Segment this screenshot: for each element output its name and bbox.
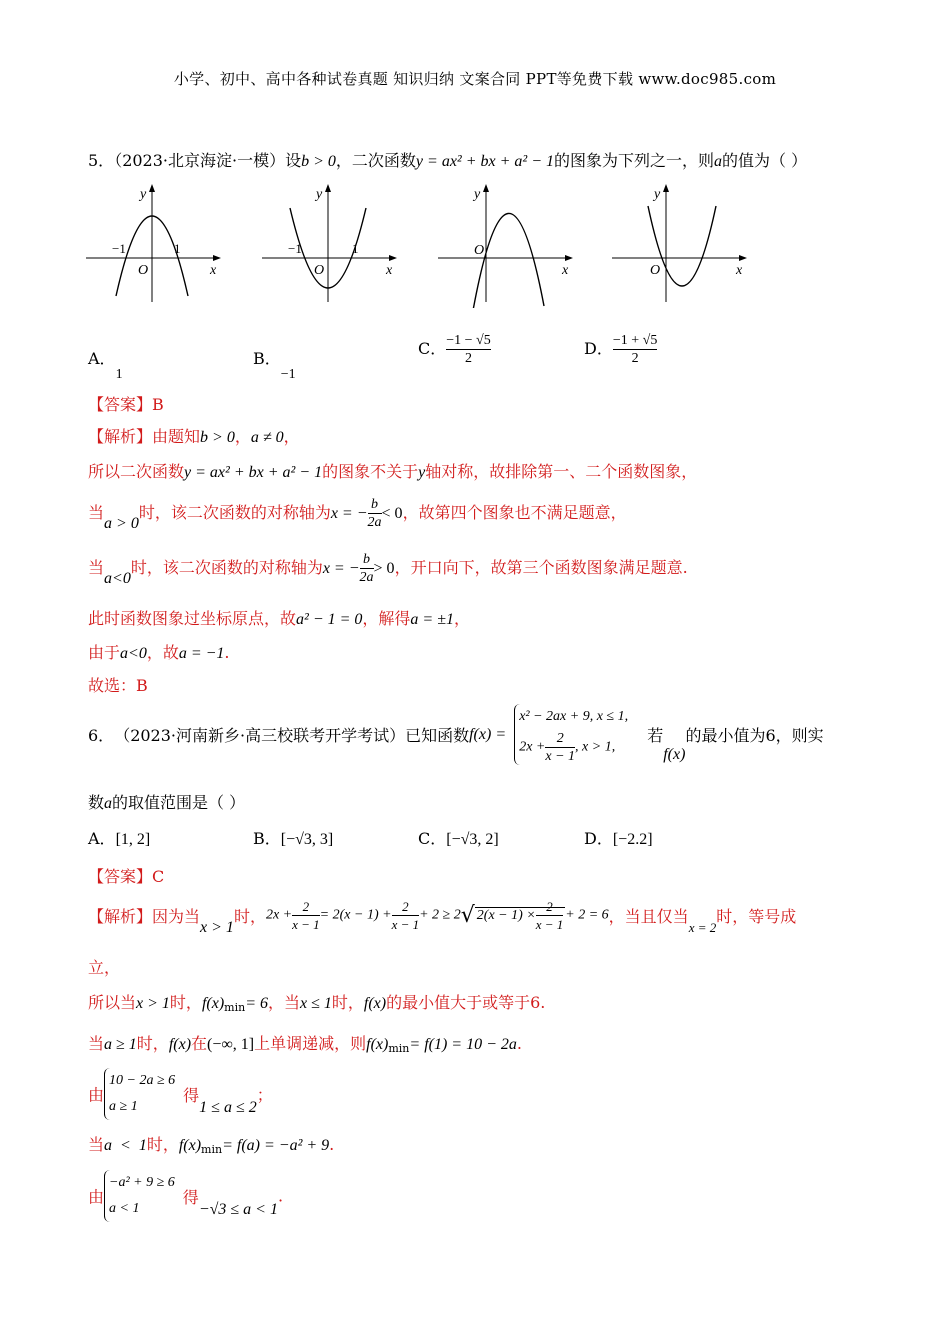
fraction xyxy=(392,898,420,933)
q6-stem-a: 已知函数 xyxy=(405,726,470,745)
text: 得 xyxy=(183,1085,200,1105)
text: . xyxy=(516,1034,522,1053)
math: f(x) xyxy=(366,1036,389,1053)
origin-label: O xyxy=(474,243,485,258)
math: x > 1 xyxy=(136,995,170,1012)
option-label: D． xyxy=(584,829,613,848)
fraction-denominator: 2 xyxy=(613,349,657,367)
answer-tag: 【答案】 xyxy=(88,395,153,414)
math: x = − xyxy=(322,560,360,577)
origin-label: O xyxy=(138,263,149,278)
x-arrow-icon xyxy=(739,255,747,261)
q5-analysis-line-4 xyxy=(88,551,688,586)
q6-analysis-line-4 xyxy=(88,1031,522,1055)
x-label: x xyxy=(736,263,743,278)
q5-analysis-line-7: 故选：B xyxy=(88,676,148,695)
tick-neg1: −1 xyxy=(288,241,302,256)
q6-option-d[interactable] xyxy=(584,826,653,849)
text: 由 xyxy=(88,1187,105,1207)
math: (−∞, 1] xyxy=(207,1036,255,1053)
math: y xyxy=(418,464,426,481)
option-label: B． xyxy=(253,829,281,848)
math: b > 0 xyxy=(200,429,235,446)
option-value: [−2.2] xyxy=(612,831,653,848)
q5-analysis-line-5 xyxy=(88,606,470,629)
q5-stem-a: 设 xyxy=(285,151,302,170)
text: ，当且仅当 xyxy=(608,907,689,926)
q5-stem-c: 的图象为下列之一，则 xyxy=(554,151,715,170)
x-arrow-icon xyxy=(213,255,221,261)
text: . xyxy=(224,643,230,662)
q6-number: 6． xyxy=(88,726,115,745)
option-value: −1 xyxy=(280,367,296,382)
fraction-numerator: 2 xyxy=(302,899,310,914)
math: = 2(x − 1) + xyxy=(319,907,392,923)
y-label: y xyxy=(140,187,147,202)
math: a xyxy=(104,795,113,812)
text: 当 xyxy=(88,503,105,522)
q5-analysis-line-2 xyxy=(88,459,697,482)
text: 时， xyxy=(146,1135,179,1154)
q5-graph-4 xyxy=(610,178,755,308)
math: x = 2 xyxy=(688,919,717,935)
text: 得 xyxy=(182,1187,199,1207)
q6-analysis-line-6 xyxy=(88,1132,334,1156)
text: 时， xyxy=(169,993,202,1012)
x-label: x xyxy=(210,263,217,278)
option-value: [−√3, 3] xyxy=(280,831,334,848)
inequality-1: 10 − 2a ≥ 6 xyxy=(109,1073,176,1088)
y-arrow-icon xyxy=(663,184,669,192)
x-label: x xyxy=(562,263,569,278)
math: y = ax² + bx + a² − 1 xyxy=(184,464,323,481)
tick-neg1: −1 xyxy=(112,241,126,256)
q5-analysis-line-3 xyxy=(88,496,627,531)
q6-fx: f(x) = xyxy=(469,725,507,743)
math-subscript: min xyxy=(388,1042,410,1055)
parabola-curve xyxy=(472,213,544,308)
math: x = − xyxy=(330,505,368,522)
case-2 xyxy=(519,730,628,765)
math: a<0 xyxy=(120,645,147,662)
fraction-numerator: 2 xyxy=(546,899,553,914)
y-label: y xyxy=(316,187,323,202)
math: x ≤ 1 xyxy=(300,995,332,1012)
text: ，故第四个图象也不满足题意， xyxy=(402,503,627,522)
text: 时，该二次函数的对称轴为 xyxy=(138,503,331,522)
option-label: A． xyxy=(88,349,116,368)
y-arrow-icon xyxy=(325,184,331,192)
text: 在 xyxy=(191,1034,208,1053)
sqrt-content xyxy=(475,899,565,932)
q6-answer xyxy=(88,864,164,887)
fraction-numerator: b xyxy=(363,552,371,567)
text: ，开口向下，故第三个函数图象满足题意. xyxy=(394,558,688,577)
math: a = −1 xyxy=(178,645,225,662)
sqrt-icon: √ xyxy=(460,903,475,928)
math: f(x) xyxy=(201,995,225,1012)
q6-option-c[interactable] xyxy=(418,826,499,849)
q5-option-b[interactable] xyxy=(253,346,296,382)
option-label: C． xyxy=(418,339,447,358)
y-arrow-icon xyxy=(483,184,489,192)
option-value: [1, 2] xyxy=(115,831,151,848)
q5-cond: b > 0 xyxy=(301,153,336,170)
q5-source: （2023·北京海淀·一模） xyxy=(114,151,286,170)
fraction-numerator: −1 + √5 xyxy=(612,333,658,348)
fraction-denominator: 2 xyxy=(446,349,490,367)
analysis-tag: 【解析】 xyxy=(88,427,153,446)
math: a = ±1 xyxy=(410,611,454,628)
inequality-2: a ≥ 1 xyxy=(109,1099,138,1114)
page-header: 小学、初中、高中各种试卷真题 知识归纳 文案合同 PPT等免费下载 www.doc985.com xyxy=(173,70,777,88)
text: 数 xyxy=(88,793,105,812)
q5-var-a: a xyxy=(714,153,723,170)
fraction-numerator: b xyxy=(371,497,379,512)
option-value: [−√3, 2] xyxy=(446,831,499,848)
q5-stem xyxy=(88,148,807,171)
fraction-denominator: x − 1 xyxy=(535,917,564,932)
math: a < 1 xyxy=(104,1137,147,1154)
math: 2x + xyxy=(519,739,546,755)
text: 当 xyxy=(88,1034,105,1053)
text: 时， xyxy=(136,1034,169,1053)
q6-option-b[interactable] xyxy=(253,826,333,849)
text: ，当 xyxy=(267,993,300,1012)
x-arrow-icon xyxy=(389,255,397,261)
answer-tag: 【答案】 xyxy=(88,867,153,886)
y-arrow-icon xyxy=(149,184,155,192)
text: . xyxy=(329,1135,335,1154)
math: a² − 1 = 0 xyxy=(296,611,363,628)
q6-analysis-line-2: 立， xyxy=(88,958,121,977)
q6-analysis-line-5 xyxy=(88,1068,273,1120)
x-arrow-icon xyxy=(565,255,573,261)
math: f(x) xyxy=(168,1036,192,1053)
fraction-numerator: −1 − √5 xyxy=(446,333,491,348)
fraction-denominator: x − 1 xyxy=(292,917,320,932)
text: 由于 xyxy=(88,643,121,662)
text: ，故 xyxy=(146,643,179,662)
y-label: y xyxy=(474,187,481,202)
x-label: x xyxy=(386,263,393,278)
q5-graph-2 xyxy=(260,178,400,308)
q5-analysis-line-6 xyxy=(88,640,230,663)
math: a > 0 xyxy=(104,515,139,532)
fraction xyxy=(368,496,382,531)
answer-value: C xyxy=(152,867,165,886)
text: ， xyxy=(454,609,471,628)
tick-pos1: 1 xyxy=(352,241,359,256)
math: a ≥ 1 xyxy=(104,1036,137,1053)
text: 的取值范围是（ ） xyxy=(112,793,246,812)
fraction-numerator: 2 xyxy=(402,899,409,914)
q6-stem-b: 若 xyxy=(647,726,664,745)
q5-graph-3 xyxy=(436,178,576,308)
fraction-denominator: x − 1 xyxy=(391,917,420,932)
fraction-denominator: 2a xyxy=(367,515,382,530)
math: = f(a) = −a² + 9 xyxy=(222,1137,330,1154)
option-fraction xyxy=(613,332,657,367)
q6-option-a[interactable] xyxy=(88,826,150,849)
q6-stem xyxy=(88,704,824,765)
q5-option-a[interactable] xyxy=(88,346,123,382)
fraction xyxy=(545,730,575,765)
text: 所以二次函数 xyxy=(88,462,185,481)
origin-label: O xyxy=(314,263,325,278)
text: 此时函数图象过坐标原点，故 xyxy=(88,609,297,628)
text: ， xyxy=(283,427,300,446)
text: 由 xyxy=(88,1085,105,1105)
math: −√3 ≤ a < 1 xyxy=(198,1201,278,1218)
q5-func: y = ax² + bx + a² − 1 xyxy=(415,153,555,170)
case-1: x² − 2ax + 9, x ≤ 1, xyxy=(519,709,629,724)
inequality-1: −a² + 9 ≥ 6 xyxy=(109,1175,175,1190)
text: 当 xyxy=(88,1135,105,1154)
math: = f(1) = 10 − 2a xyxy=(409,1036,517,1053)
math: + 2 ≥ 2 xyxy=(419,907,461,923)
option-label: D． xyxy=(584,339,613,358)
q6-source: （2023·河南新乡·高三校联考开学考试） xyxy=(114,726,406,745)
text: 时，该二次函数的对称轴为 xyxy=(130,558,323,577)
math: 2x + xyxy=(265,907,293,923)
option-fraction xyxy=(446,332,490,367)
text: 时，等号成 xyxy=(716,907,797,926)
math: f(x) xyxy=(178,1137,202,1154)
math: a ≠ 0 xyxy=(250,429,284,446)
text: 因为当 xyxy=(152,907,201,926)
q6-stem-c: 的最小值为6，则实 xyxy=(685,726,824,745)
inequality-2: a < 1 xyxy=(109,1201,140,1216)
q5-option-c[interactable] xyxy=(418,332,491,367)
option-label: A． xyxy=(88,829,116,848)
math-subscript: min xyxy=(224,1001,246,1014)
option-label: C． xyxy=(418,829,447,848)
text: 由题知 xyxy=(152,427,201,446)
math: x > 1 xyxy=(200,918,234,936)
q5-option-d[interactable] xyxy=(584,332,657,367)
option-label: B． xyxy=(253,349,281,368)
text: 时， xyxy=(233,907,266,926)
fraction xyxy=(536,898,564,933)
text: ，解得 xyxy=(362,609,411,628)
text: 轴对称，故排除第一、二个函数图象， xyxy=(425,462,698,481)
text: 当 xyxy=(88,558,105,577)
text: 时， xyxy=(331,993,364,1012)
answer-value: B xyxy=(152,395,164,414)
fraction-numerator: 2 xyxy=(556,731,564,746)
q5-stem-b: ，二次函数 xyxy=(335,151,416,170)
analysis-tag: 【解析】 xyxy=(88,907,153,926)
math: < 0 xyxy=(381,505,403,522)
q6-stem-line-2 xyxy=(88,790,245,813)
q6-analysis-line-3 xyxy=(88,990,545,1014)
fraction xyxy=(292,898,320,933)
y-label: y xyxy=(654,187,661,202)
text: 的图象不关于 xyxy=(322,462,419,481)
tick-pos1: 1 xyxy=(174,241,181,256)
math: + 2 = 6 xyxy=(565,907,609,923)
q5-answer xyxy=(88,392,164,415)
text: ， xyxy=(234,427,251,446)
text: 所以当 xyxy=(88,993,137,1012)
fraction-denominator: x − 1 xyxy=(545,749,576,764)
math: , x > 1, xyxy=(575,739,616,755)
fraction-denominator: 2a xyxy=(359,570,374,585)
fraction xyxy=(360,551,374,586)
math: a<0 xyxy=(104,570,131,587)
origin-label: O xyxy=(650,263,661,278)
q5-analysis-line-1 xyxy=(88,424,300,447)
q5-graph-1 xyxy=(84,178,224,308)
q5-stem-d: 的值为（ ） xyxy=(722,151,808,170)
system-of-inequalities xyxy=(104,1170,175,1222)
math: 2(x − 1) × xyxy=(476,907,536,923)
q6-fx2: f(x) xyxy=(663,745,686,763)
option-value: 1 xyxy=(115,367,123,382)
text: 的最小值大于或等于6. xyxy=(386,993,546,1012)
q6-analysis-line-1 xyxy=(88,898,797,936)
q6-piecewise xyxy=(514,704,628,765)
text: . xyxy=(277,1186,284,1206)
q5-number: 5． xyxy=(88,151,115,170)
math: > 0 xyxy=(373,560,395,577)
text: ； xyxy=(256,1085,273,1105)
math: 1 ≤ a ≤ 2 xyxy=(199,1099,257,1116)
math-subscript: min xyxy=(201,1143,223,1156)
system-of-inequalities xyxy=(104,1068,175,1120)
text: 上单调递减，则 xyxy=(254,1034,367,1053)
q6-analysis-line-7 xyxy=(88,1170,283,1222)
math: = 6 xyxy=(245,995,268,1012)
math: f(x) xyxy=(363,995,387,1012)
